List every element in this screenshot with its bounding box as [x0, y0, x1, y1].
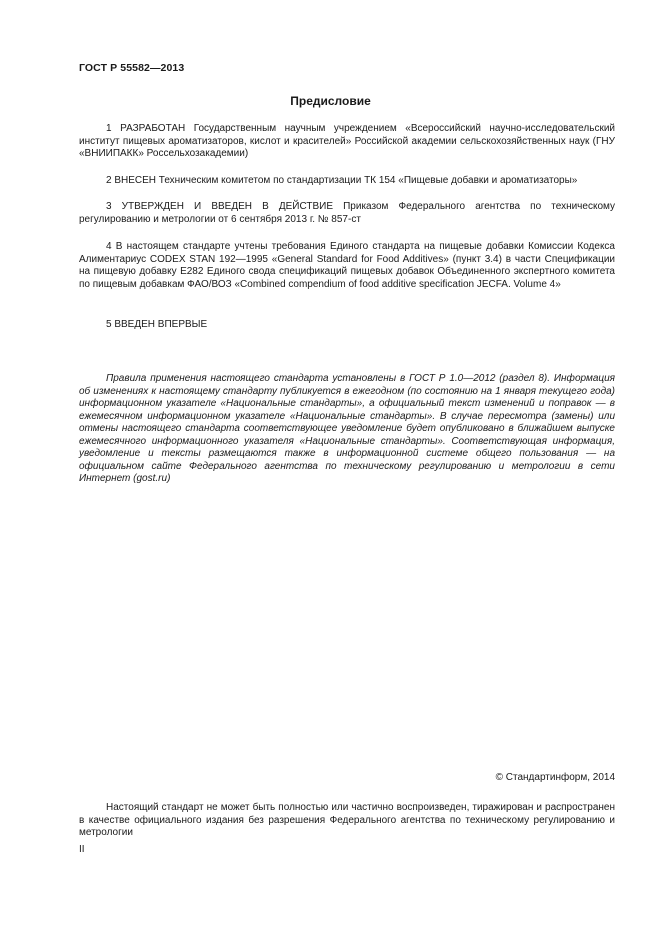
paragraph-first-introduced: 5 ВВЕДЕН ВПЕРВЫЕ — [106, 319, 208, 330]
section-title: Предисловие — [290, 94, 371, 108]
paragraph-developed-by: 1 РАЗРАБОТАН Государственным научным учреждением «Всероссийский научно-исследовательский институт пищевых ароматизаторов, кислот и красителей» Российской академии сельскохозяйственных наук (ГНУ «ВНИИПАКК» Россельхозакадемии) — [79, 123, 615, 159]
reproduction-notice: Настоящий стандарт не может быть полностью или частично воспроизведен, тиражирован и распространен в качестве официального издания без разрешения Федерального агентства по техническому регулированию и метрологии — [79, 802, 615, 838]
copyright-line: © Стандартинформ, 2014 — [495, 772, 615, 783]
application-rules-note: Правила применения настоящего стандарта установлены в ГОСТ Р 1.0—2012 (раздел 8). Информация об изменениях к настоящему стандарту публикуется в ежегодном (по состоянию на 1 января текущего года) информационном указателе «Национальные стандарты», а официальный текст изменений и поправок — в ежемесячном информационном указателе «Национальные стандарты». В случае пересмотра (замены) или отмены настоящего стандарта соответствующее уведомление будет опубликовано в ближайшем выпуске ежемесячного информационного указателя «Национальные стандарты». Соответствующая информация, уведомление и тексты размещаются также в информационной системе общего пользования — на официальном сайте Федерального агентства по техническому регулированию и метрологии в сети Интернет (gost.ru) — [79, 373, 615, 484]
standard-code: ГОСТ Р 55582—2013 — [79, 62, 185, 74]
paragraph-introduced-by: 2 ВНЕСЕН Техническим комитетом по стандартизации ТК 154 «Пищевые добавки и ароматизаторы» — [106, 175, 578, 186]
paragraph-codex-reference: 4 В настоящем стандарте учтены требования Единого стандарта на пищевые добавки Комиссии Кодекса Алиментариус CODEX STAN 192—1995 «General Standard for Food Additives» (пункт 3.4) в части Спецификации на пищевую добавку E282 Единого свода спецификаций пищевых добавок Объединенного экспертного комитета по пищевым добавкам ФАО/ВОЗ «Combined compendium of food additive specification JECFA. Volume 4» — [79, 241, 615, 290]
page-number: II — [79, 844, 85, 855]
paragraph-approved: 3 УТВЕРЖДЕН И ВВЕДЕН В ДЕЙСТВИЕ Приказом Федерального агентства по техническому регулированию и метрологии от 6 сентября 2013 г. № 857-ст — [79, 201, 615, 225]
